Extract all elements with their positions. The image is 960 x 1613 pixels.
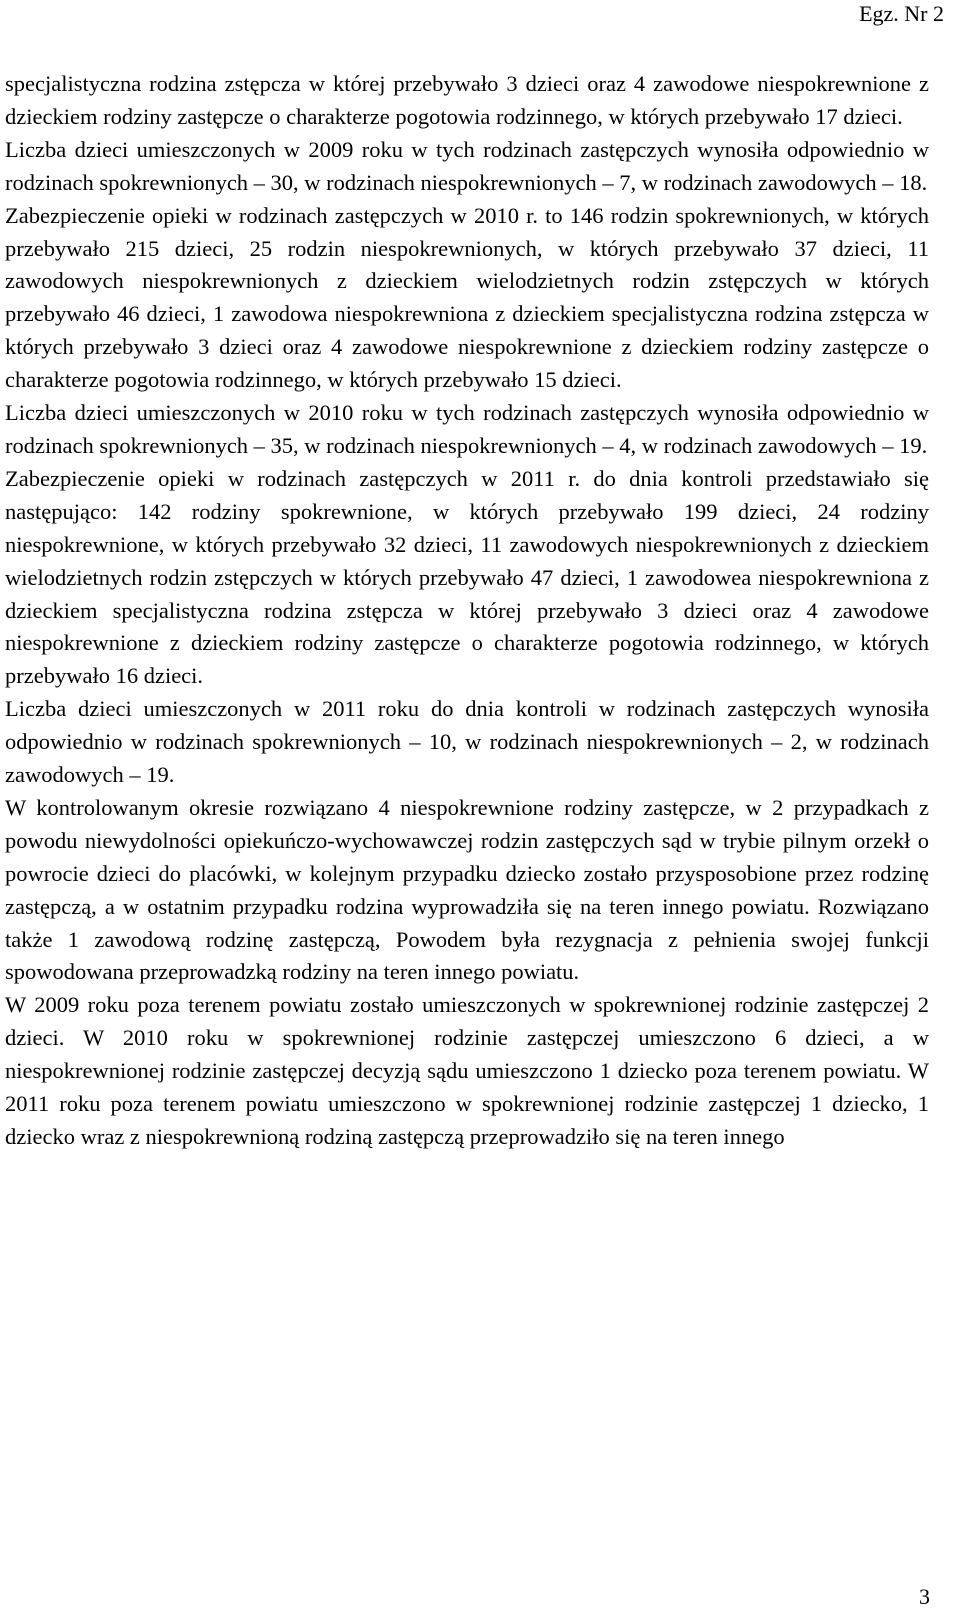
paragraph-children-2010: Liczba dzieci umieszczonych w 2010 roku w tych rodzinach zastępczych wynosiła odpowiednio w rodzinach spokrewnionych – 35, w rodzinach niespokrewnionych – 4, w rodzinach zawodowych – 19.	[5, 400, 929, 458]
paragraph-care-2011: Zabezpieczenie opieki w rodzinach zastępczych w 2011 r. do dnia kontroli przedstawiało się następująco: 142 rodziny spokrewnione, w których przebywało 199 dzieci, 24 rodziny niespokrewnione, w których przebywało 32 dzieci, 11 zawodowych niespokrewnionych z dzieckiem wielodzietnych rodzin zstępczych w których przebywało 47 dzieci, 1 zawodowea niespokrewniona z dzieckiem specjalistyczna rodzina zstępcza w której przebywało 3 dzieci oraz 4 zawodowe niespokrewnione z dzieckiem rodziny zastępcze o charakterze pogotowia rodzinnego, w których przebywało 16 dzieci.	[5, 465, 929, 689]
document-body	[5, 68, 929, 1154]
page-number: 3	[919, 1584, 930, 1609]
copy-number-label: Egz. Nr 2	[859, 1, 944, 26]
paragraph-family-summary-end: specjalistyczna rodzina zstępcza w której przebywało 3 dzieci oraz 4 zawodowe niespokrewnione z dzieckiem rodziny zastępcze o charakterze pogotowia rodzinnego, w których przebywało 17 dzieci.	[5, 71, 929, 129]
paragraph-outside-county: W 2009 roku poza terenem powiatu zostało umieszczonych w spokrewnionej rodzinie zastępczej 2 dzieci. W 2010 roku w spokrewnionej rodzinie zastępczej umieszczono 6 dzieci, a w niespokrewnionej rodzinie zastępczej decyzją sądu umieszczono 1 dziecko poza terenem powiatu. W 2011 roku poza terenem powiatu umieszczono w spokrewnionej rodzinie zastępczej 1 dziecko, 1 dziecko wraz z niespokrewnioną rodziną zastępczą przeprowadziło się na teren innego	[5, 992, 929, 1149]
paragraph-dissolved-families: W kontrolowanym okresie rozwiązano 4 niespokrewnione rodziny zastępcze, w 2 przypadkach z powodu niewydolności opiekuńczo-wychowawczej rodzin zastępczych sąd w trybie pilnym orzekł o powrocie dzieci do placówki, w kolejnym przypadku dziecko zostało przysposobione przez rodzinę zastępczą, a w ostatnim przypadku rodzina wyprowadziła się na teren innego powiatu. Rozwiązano także 1 zawodową rodzinę zastępczą, Powodem była rezygnacja z pełnienia swojej funkcji spowodowana przeprowadzką rodziny na teren innego powiatu.	[5, 794, 929, 985]
paragraph-children-2009: Liczba dzieci umieszczonych w 2009 roku w tych rodzinach zastępczych wynosiła odpowiednio w rodzinach spokrewnionych – 30, w rodzinach niespokrewnionych – 7, w rodzinach zawodowych – 18.	[5, 136, 929, 195]
paragraph-children-2011: Liczba dzieci umieszczonych w 2011 roku do dnia kontroli w rodzinach zastępczych wynosiła odpowiednio w rodzinach spokrewnionych – 10, w rodzinach niespokrewnionych – 2, w rodzinach zawodowych – 19.	[5, 696, 929, 788]
paragraph-care-2010: Zabezpieczenie opieki w rodzinach zastępczych w 2010 r. to 146 rodzin spokrewnionych, w których przebywało 215 dzieci, 25 rodzin niespokrewnionych, w których przebywało 37 dzieci, 11 zawodowych niespokrewnionych z dzieckiem wielodzietnych rodzin zstępczych w których przebywało 46 dzieci, 1 zawodowa niespokrewniona z dzieckiem specjalistyczna rodzina zstępcza w których przebywało 3 dzieci oraz 4 zawodowe niespokrewnione z dzieckiem rodziny zastępcze o charakterze pogotowia rodzinnego, w których przebywało 15 dzieci.	[5, 202, 929, 393]
